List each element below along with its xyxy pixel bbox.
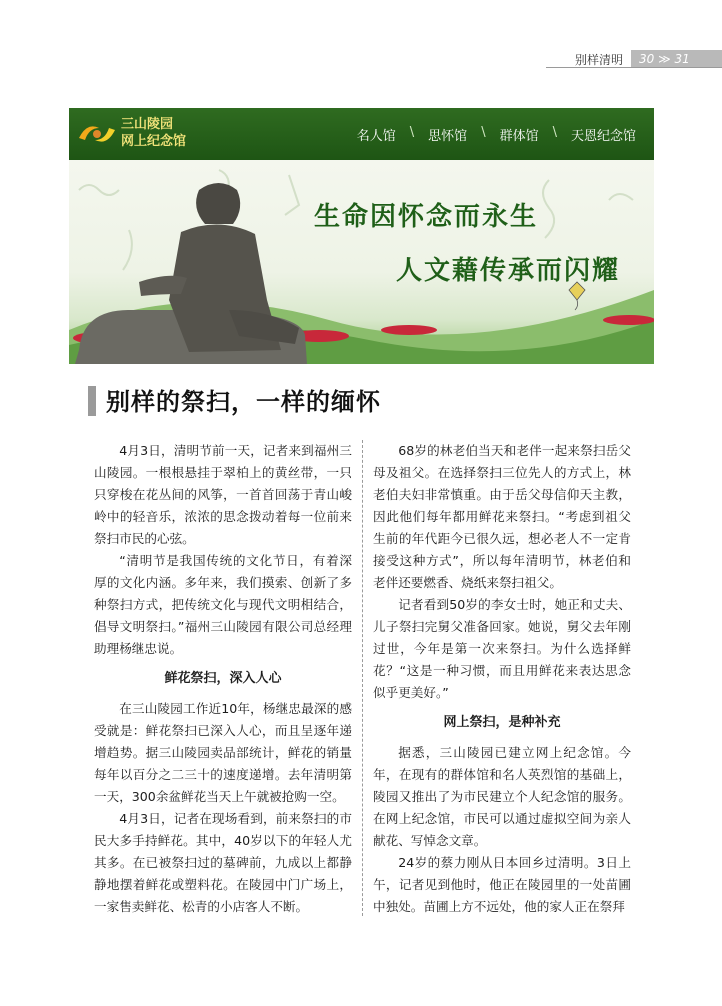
running-header (546, 50, 722, 68)
memorial-banner (69, 108, 654, 364)
cemetery-logo-icon (75, 118, 119, 150)
nav-item-celebrity-hall[interactable]: 名人馆 (356, 129, 396, 144)
section-heading: 鲜花祭扫，深入人心 (164, 671, 282, 686)
paragraph: 4月3日，清明节前一天，记者来到福州三山陵园。一根根悬挂于翠柏上的黄丝带，一只只穿梭在花丛间的风筝，一首首回荡于青山峻岭中的轻音乐，浓浓的思念拨动着每一位前来祭扫市民的心弦。 (94, 443, 352, 546)
nav-separator: \ (481, 125, 486, 140)
article-title: 别样的祭扫，一样的缅怀 (106, 387, 381, 416)
logo-line-1: 三山陵园 (121, 117, 174, 132)
nav-separator: \ (552, 125, 557, 140)
section-heading: 网上祭扫，是种补充 (443, 715, 561, 730)
paragraph: 4月3日，记者在现场看到，前来祭扫的市民大多手持鲜花。其中，40岁以下的年轻人尤其多。在已被祭扫过的墓碑前，九成以上都静静地摆着鲜花或塑料花。在陵园中门广场上，一家售卖鲜花、松青的小店客人不断。 (94, 811, 352, 914)
paragraph: 记者看到50岁的李女士时，她正和丈夫、儿子祭扫完舅父准备回家。她说，舅父去年刚过世，今年是第一次来祭扫。为什么选择鲜花？“这是一种习惯，而且用鲜花来表达思念似乎更美好。” (373, 597, 631, 700)
banner-slogan-1: 生命因怀念而永生 (314, 202, 539, 232)
logo-text (121, 116, 186, 150)
paragraph: 68岁的林老伯当天和老伴一起来祭扫岳父母及祖父。在选择祭扫三位先人的方式上，林老伯夫妇非常慎重。由于岳父母信仰天主教，因此他们每年都用鲜花来祭扫。“考虑到祖父生前的年代距今已很久远，想必老人不一定肯接受这种方式”，所以每年清明节，林老伯和老伴还要燃香、烧纸来祭扫祖父。 (373, 443, 631, 590)
nav-separator: \ (409, 125, 415, 140)
banner-nav (347, 125, 646, 144)
logo-line-2: 网上纪念馆 (121, 134, 187, 149)
banner-navbar (69, 108, 654, 160)
column-divider (362, 440, 363, 916)
paragraph: 据悉，三山陵园已建立网上纪念馆。今年，在现有的群体馆和名人英烈馆的基础上，陵园又推出了为市民建立个人纪念馆的服务。在网上纪念馆，市民可以通过虚拟空间为亲人献花、写悼念文章。 (373, 745, 631, 848)
article-column-right (373, 440, 631, 918)
banner-hero (69, 160, 654, 364)
paragraph: 在三山陵园工作近10年，杨继忠最深的感受就是：鲜花祭扫已深入人心，而且呈逐年递增趋势。据三山陵园卖品部统计，鲜花的销量每年以百分之二三十的速度递增。去年清明第一天，300余盆鲜花当天上午就被抢购一空。 (94, 701, 352, 804)
page-numbers: 30 ≫ 31 (631, 50, 722, 68)
article-column-left (94, 440, 352, 918)
section-label: 别样清明 (575, 53, 624, 67)
title-accent-bar (88, 386, 96, 416)
header-rule (546, 67, 722, 68)
nav-item-remembrance-hall[interactable]: 思怀馆 (428, 129, 468, 144)
paragraph: 24岁的蔡力刚从日本回乡过清明。3日上午，记者见到他时，他正在陵园里的一处苗圃中独处。苗圃上方不远处，他的家人正在祭拜 (373, 855, 631, 914)
statue-figure (75, 183, 307, 364)
nav-item-group-hall[interactable]: 群体馆 (499, 129, 539, 144)
banner-slogan-2: 人文藉传承而闪耀 (396, 256, 621, 286)
paragraph: “清明节是我国传统的文化节日，有着深厚的文化内涵。多年来，我们摸索、创新了多种祭扫方式，把传统文化与现代文明相结合，倡导文明祭扫。”福州三山陵园有限公司总经理助理杨继忠说。 (94, 553, 352, 656)
nav-item-tianen-memorial-hall[interactable]: 天恩纪念馆 (570, 129, 636, 144)
